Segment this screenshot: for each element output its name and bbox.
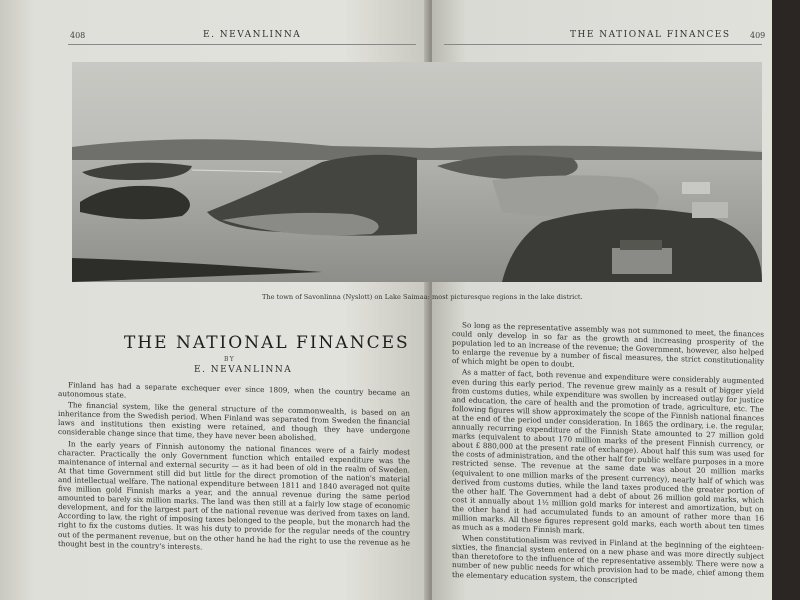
panorama-photo	[72, 62, 762, 282]
right-running-head: THE NATIONAL FINANCES	[570, 30, 731, 40]
lake-landscape-image	[72, 62, 762, 282]
left-paragraph: Finland has had a separate exchequer ever since 1809, when the country became an autonomous state.	[58, 380, 410, 400]
right-page-number: 409	[750, 31, 766, 40]
photo-caption: The town of Savonlinna (Nyslott) on Lake Saimaa: most picturesque regions in the lake district.	[262, 293, 583, 301]
left-paragraph: In the early years of Finnish autonomy the national finances were of a fairly modest character. Practically the only Government function which entailed expenditure was the maintenance of internal and external security — as it had been of old in the realm of Sweden. At that time Government still did but little for the direct promotion of the nation's material and intellectual welfare. The national expenditure between 1811 and 1840 averaged not quite five million gold Finnish marks a year, and the annual revenue during the same period amounted to barely six million marks. The land was then still at a fairly low stage of economic development, and for the largest part of the national revenue was derived from taxes on land. According to law, the right of imposing taxes belonged to the people, but the monarch had the right to fix the customs duties. It was his duty to provide for the regular needs of the country out of the permanent revenue, but on the other hand he had the right to use the revenue as he thought best in the country's interests.	[58, 438, 410, 552]
left-text-column	[58, 380, 410, 558]
left-paragraph: The financial system, like the general structure of the commonwealth, is based on an inheritance from the Swedish period. When Finland was separated from Sweden the financial laws and institutions then existing were retained, and though they have undergone considerable change since that time, they have never been abolished.	[58, 400, 410, 443]
left-page-number: 408	[70, 31, 86, 40]
byline-by: BY	[224, 356, 236, 363]
right-paragraph: When constitutionalism was revived in Finland at the beginning of the eighteen-sixties, the financial system entered on a new phase and was more directly subject than theretofore to the influence of the representative assembly. There were now a number of new public needs for which provision had to be made, chief among them the elementary education system, the conscripted	[452, 533, 764, 585]
right-paragraph: So long as the representative assembly was not summoned to meet, the finances could only develop in so far as the growth and increasing prosperity of the population led to an increase of the revenue; the Government, however, also helped to enlarge the revenue by a number of fiscal measures, the strict constitutionality of which might be open to doubt.	[452, 320, 764, 370]
left-header-rule	[68, 44, 416, 45]
right-header-rule	[444, 44, 762, 45]
right-text-column	[452, 320, 764, 590]
left-running-head: E. NEVANLINNA	[203, 30, 302, 40]
article-author: E. NEVANLINNA	[194, 365, 293, 375]
article-title: THE NATIONAL FINANCES	[124, 333, 410, 353]
book-edge-shadow	[772, 0, 800, 600]
right-paragraph: As a matter of fact, both revenue and expenditure were considerably augmented even during this early period. The revenue grew mainly as a result of bigger yield from customs duties, while expenditure was swollen by increased outlay for justice and education, the care of health and the promotion of trade, agriculture, etc. The following figures will show approximately the scope of the Finnish national finances at the end of the period under consideration. In 1865 the ordinary, i.e. the regular, annually recurring expenditure of the Finnish State amounted to 27 million gold marks (equivalent to about 170 million marks of the present Finnish currency, or about £ 880,000 at the present rate of exchange). About half this sum was used for the costs of administration, and the other half for public welfare purposes in a more restricted sense. The revenue at the same date was about 20 million marks (equivalent to one million marks of the present currency), nearly half of which was derived from customs duties, while the land taxes produced the greater portion of the other half. The Government had a debt of about 26 million gold marks, which cost it annually about 1½ million gold marks for interest and amortization, but on the other hand it had accumulated funds to an amount of rather more than 16 million marks. All these figures represent gold marks, each worth about ten times as much as a modern Finnish mark.	[452, 367, 764, 536]
